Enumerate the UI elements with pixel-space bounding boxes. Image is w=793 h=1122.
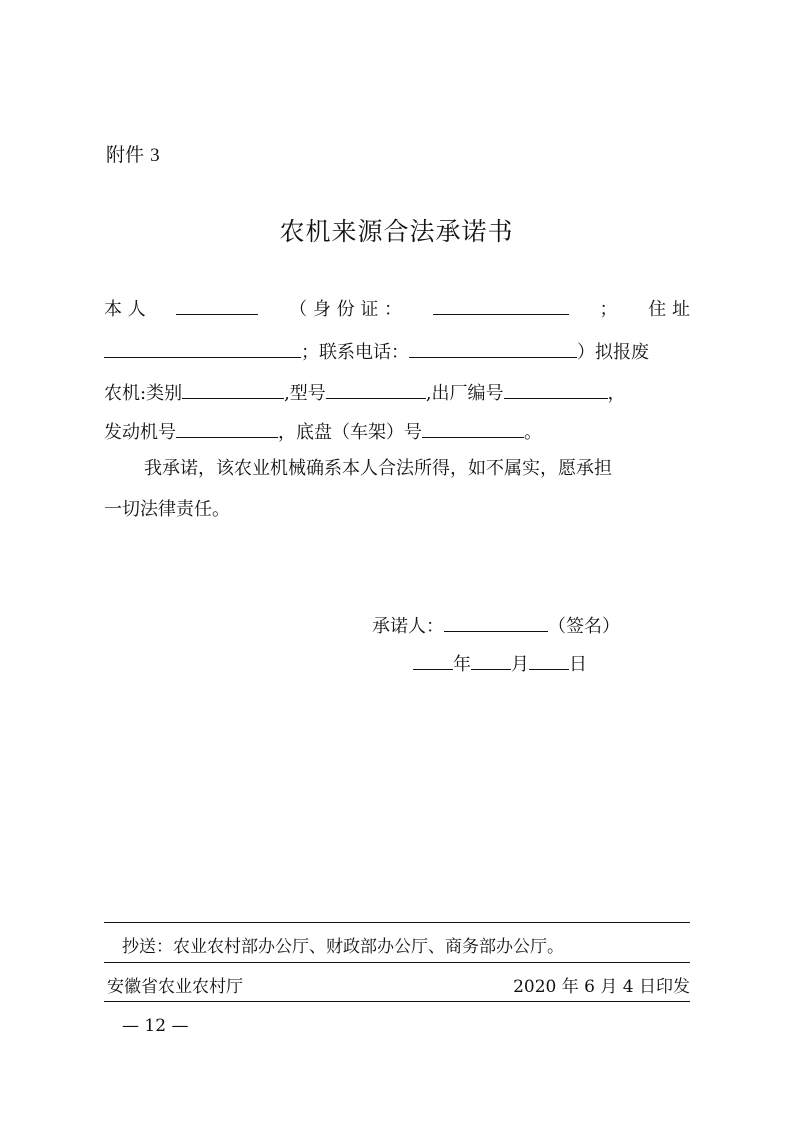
day-label: 日 (569, 654, 587, 675)
cc-line: 抄送：农业农村部办公厅、财政部办公厅、商务部办公厅。 (122, 937, 564, 957)
signature-line (372, 612, 620, 638)
engine-label: 发动机号 (104, 422, 176, 443)
pledge-line-1 (104, 457, 690, 481)
id-label: （ 身 份 证 ： (289, 299, 403, 320)
year-label: 年 (453, 654, 471, 675)
year-blank[interactable] (413, 652, 453, 670)
pledge-line-2 (104, 498, 690, 522)
chassis-blank[interactable] (422, 420, 524, 438)
phone-blank[interactable] (409, 340, 577, 358)
month-label: 月 (511, 654, 529, 675)
day-blank[interactable] (529, 652, 569, 670)
category-label: 农机:类别 (104, 383, 183, 404)
pledge-text-2: 一切法律责任。 (104, 499, 230, 520)
attachment-word: 附件 (106, 144, 145, 166)
chassis-label: ，底盘（车架）号 (278, 422, 422, 443)
comma: ， (607, 383, 626, 404)
issuer-name: 安徽省农业农村厅 (107, 977, 243, 997)
signature-note: （签名） (548, 616, 620, 637)
footer-top-rule (104, 922, 690, 923)
model-blank[interactable] (326, 381, 426, 399)
pledge-text-1: 我承诺，该农业机械确系本人合法所得，如不属实，愿承担 (144, 458, 612, 479)
footer-middle-rule (104, 962, 690, 963)
serial-label: ,出厂编号 (425, 383, 504, 404)
date-line (413, 650, 587, 676)
document-title: 农机来源合法承诺书 (279, 217, 514, 246)
signer-label: 承诺人： (372, 616, 444, 637)
scrap-label: ）拟报废 (577, 342, 649, 363)
footer-bottom-rule (104, 1001, 690, 1002)
period: 。 (524, 422, 542, 443)
address-blank[interactable] (104, 340, 301, 358)
engine-blank[interactable] (176, 420, 278, 438)
address-label: 住 址 (648, 299, 690, 320)
form-line-engine (104, 420, 690, 445)
form-line-phone (104, 340, 690, 365)
issue-date: 2020 年 6 月 4 日印发 (513, 977, 690, 997)
model-label: ,型号 (284, 383, 326, 404)
month-blank[interactable] (471, 652, 511, 670)
semicolon: ； (599, 299, 618, 320)
category-blank[interactable] (182, 381, 284, 399)
serial-blank[interactable] (504, 381, 608, 399)
attachment-label (106, 140, 160, 167)
self-label: 本 人 (104, 299, 146, 320)
attachment-number: 3 (150, 145, 160, 166)
form-line-machine (104, 381, 690, 406)
phone-label: ；联系电话： (301, 342, 409, 363)
page-number: — 12 — (122, 1016, 189, 1036)
signature-blank[interactable] (444, 614, 548, 632)
id-number-blank[interactable] (433, 297, 569, 315)
name-blank[interactable] (176, 297, 258, 315)
form-line-identity (104, 297, 690, 322)
